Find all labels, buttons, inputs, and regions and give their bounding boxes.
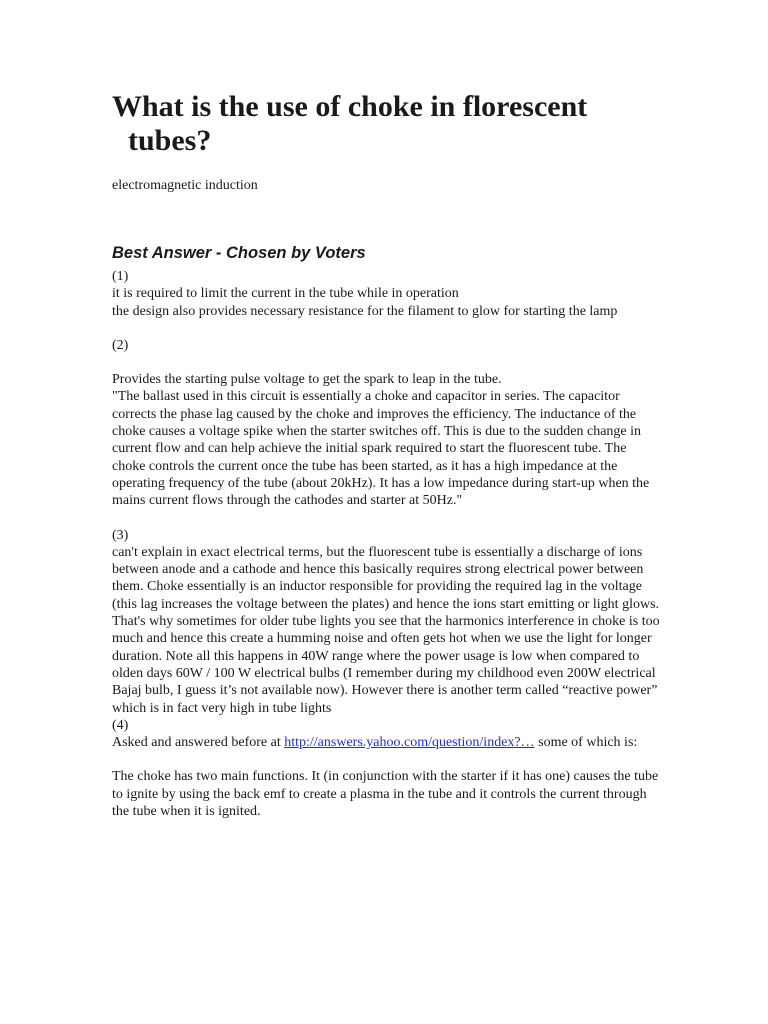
answers-link[interactable]: http://answers.yahoo.com/question/index?…: [284, 735, 535, 751]
section-3-text: can't explain in exact electrical terms, but the fluorescent tube is essentially a discharge of ions between anode and a cathode and hence this basically requires strong electrical power between them. Choke essentially is an inductor responsible for providing the required lag in the voltage (this lag increases the voltage between the plates) and hence the ions start emitting or light glows. That's why sometimes for older tube lights you see that the harmonics interference in choke is too much and hence this create a humming noise and often gets hot when we use the light for longer duration. Note all this happens in 40W range where the power usage is low when compared to olden days 60W / 100 W electrical bulbs (I remember during my childhood even 200W electrical Bajaj bulb, I guess it’s not available now). However there is another term called “reactive power” which is in fact very high in tube lights: [112, 544, 660, 716]
section-1-line-2: the design also provides necessary resistance for the filament to glow for starting the lamp: [112, 303, 618, 319]
section-4-reference: [112, 734, 660, 751]
section-1-line-1: it is required to limit the current in the tube while in operation: [112, 286, 459, 302]
spacer: [112, 320, 660, 337]
section-number-2: (2): [112, 337, 129, 353]
page-title: What is the use of choke in florescent tubes?: [112, 90, 588, 157]
question-details: electromagnetic induction: [112, 178, 258, 193]
answer-body: [112, 268, 660, 820]
section-4-suffix: some of which is:: [534, 735, 638, 751]
spacer: [112, 354, 660, 371]
section-4-prefix: Asked and answered before at: [112, 735, 285, 751]
best-answer-heading: Best Answer - Chosen by Voters: [112, 244, 366, 262]
section-2-quote: "The ballast used in this circuit is essentially a choke and capacitor in series. The capacitor corrects the phase lag caused by the choke and improves the efficiency. The inductance of the choke causes a voltage spike when the starter switches off. This is due to the sudden change in current flow and can help achieve the initial spark required to start the fluorescent tube. The choke controls the current once the tube has been started, as it has a high impedance at the operating frequency of the tube (about 20kHz). It has a low impedance during start-up when the mains current flows through the cathodes and starter at 50Hz.": [112, 389, 650, 509]
section-2-line-1: Provides the starting pulse voltage to get the spark to leap in the tube.: [112, 372, 502, 388]
spacer: [112, 510, 660, 527]
section-number-1: (1): [112, 269, 129, 284]
spacer: [112, 751, 660, 768]
section-number-4: (4): [112, 717, 129, 733]
section-number-3: (3): [112, 527, 129, 543]
section-4-text: The choke has two main functions. It (in conjunction with the starter if it has one) causes the tube to ignite by using the back emf to create a plasma in the tube and it controls the current through the tube when it is ignited.: [112, 769, 659, 820]
